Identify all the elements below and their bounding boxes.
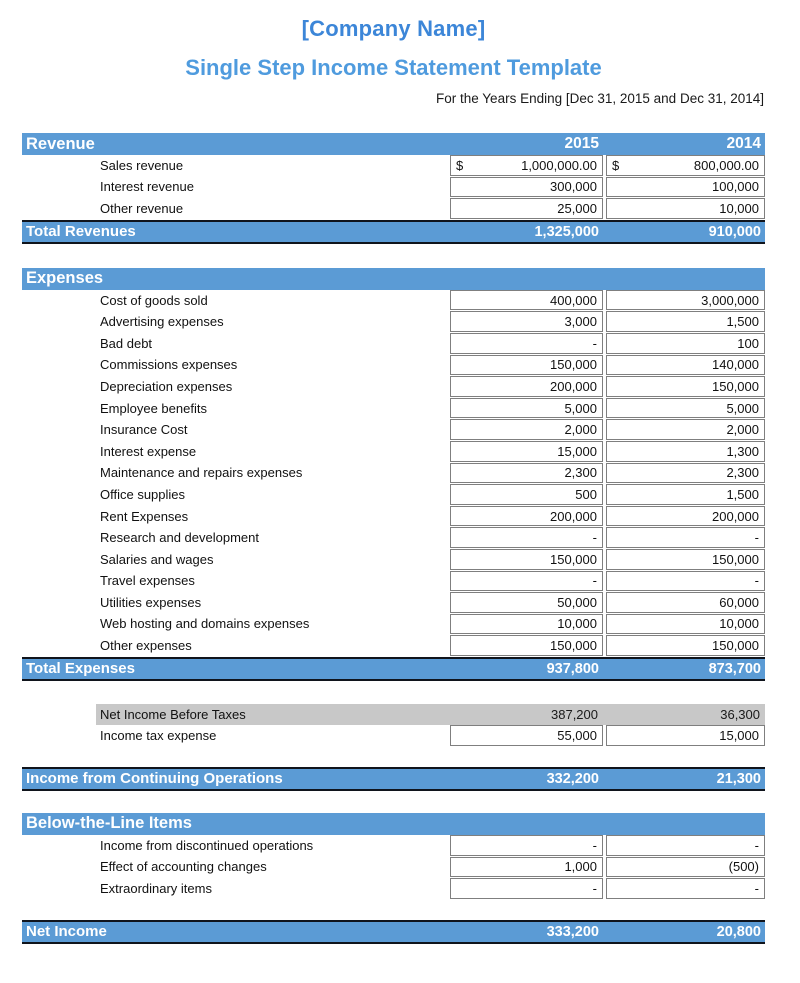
net-income-label: Net Income — [26, 923, 107, 941]
value-cell-2015[interactable] — [450, 419, 603, 440]
cell-value: - — [592, 335, 597, 351]
value-cell-2014[interactable] — [606, 177, 765, 198]
below-line-section-header — [22, 813, 765, 835]
value-cell-2015[interactable] — [450, 571, 603, 592]
line-item-label: Bad debt — [100, 335, 153, 351]
value-cell-2015[interactable] — [450, 311, 603, 332]
line-item-row — [22, 527, 765, 548]
cell-value: 55,000 — [557, 728, 597, 744]
line-item-row — [22, 198, 765, 219]
cell-value: 200,000 — [550, 508, 597, 524]
value-cell-2015[interactable] — [450, 635, 603, 656]
cell-value: - — [754, 573, 759, 589]
line-item-row — [22, 571, 765, 592]
line-item-label: Interest revenue — [100, 179, 194, 195]
value-cell-2014[interactable] — [606, 592, 765, 613]
revenue-rows — [22, 155, 765, 219]
line-item-row — [22, 419, 765, 440]
line-item-row — [22, 155, 765, 176]
cell-value: 2,300 — [564, 465, 597, 481]
line-item-label: Other expenses — [100, 638, 192, 654]
income-continuing-operations-2014: 21,300 — [716, 770, 761, 787]
cell-value: - — [754, 837, 759, 853]
cell-value: 400,000 — [550, 292, 597, 308]
value-cell-2014[interactable] — [606, 835, 765, 856]
line-item-label: Travel expenses — [100, 573, 195, 589]
line-item-row — [22, 376, 765, 397]
income-continuing-operations-2015: 332,200 — [546, 770, 599, 787]
value-cell-2015[interactable] — [450, 198, 603, 219]
below-line-rows — [22, 835, 765, 899]
net-income-before-taxes-2015: 387,200 — [551, 707, 598, 723]
cell-value: 200,000 — [550, 378, 597, 394]
total-revenues-bar — [22, 220, 765, 244]
line-item-label: Interest expense — [100, 443, 197, 459]
income-continuing-operations-bar — [22, 767, 765, 791]
cell-value: 1,000,000.00 — [521, 157, 597, 173]
value-cell-2015[interactable] — [450, 155, 603, 176]
cell-value: - — [592, 837, 597, 853]
net-income-before-taxes-label: Net Income Before Taxes — [100, 707, 246, 723]
line-item-row — [22, 355, 765, 376]
total-expenses-bar — [22, 657, 765, 681]
total-revenues-2015: 1,325,000 — [534, 223, 599, 240]
value-cell-2014[interactable] — [606, 290, 765, 311]
cell-value: 10,000 — [557, 616, 597, 632]
value-cell-2014[interactable] — [606, 376, 765, 397]
revenue-section-header — [22, 133, 765, 155]
total-revenues-2014: 910,000 — [708, 223, 761, 240]
line-item-label: Rent Expenses — [100, 508, 189, 524]
line-item-row — [22, 441, 765, 462]
line-item-row — [22, 835, 765, 856]
line-item-row — [22, 506, 765, 527]
line-item-label: Web hosting and domains expenses — [100, 616, 310, 632]
value-cell-2015[interactable] — [450, 506, 603, 527]
net-income-before-taxes-row — [96, 704, 765, 726]
expenses-section-header — [22, 268, 765, 290]
below-line-section-title: Below-the-Line Items — [26, 814, 192, 833]
cell-value: 5,000 — [726, 400, 759, 416]
expense-rows — [22, 290, 765, 656]
line-item-label: Extraordinary items — [100, 880, 212, 896]
cell-value: - — [754, 530, 759, 546]
cell-value: 3,000 — [564, 314, 597, 330]
cell-value: - — [592, 573, 597, 589]
line-item-label: Effect of accounting changes — [100, 859, 267, 875]
cell-value: 1,300 — [726, 443, 759, 459]
cell-value: 10,000 — [719, 200, 759, 216]
statement-table — [22, 133, 765, 944]
value-cell-2014[interactable] — [606, 506, 765, 527]
line-item-label: Advertising expenses — [100, 314, 224, 330]
net-income-2015: 333,200 — [546, 923, 599, 940]
value-cell-2015[interactable] — [450, 463, 603, 484]
value-cell-2014[interactable] — [606, 155, 765, 176]
line-item-label: Salaries and wages — [100, 551, 214, 567]
income-continuing-operations-label: Income from Continuing Operations — [26, 770, 283, 788]
value-cell-2015[interactable] — [450, 592, 603, 613]
revenue-section-title: Revenue — [26, 134, 95, 153]
cell-value: 50,000 — [557, 594, 597, 610]
value-cell-2015[interactable] — [450, 441, 603, 462]
cell-value: 150,000 — [712, 551, 759, 567]
line-item-row — [22, 398, 765, 419]
line-item-label: Utilities expenses — [100, 594, 202, 610]
cell-value: - — [754, 880, 759, 896]
total-expenses-2014: 873,700 — [708, 660, 761, 677]
line-item-label: Employee benefits — [100, 400, 207, 416]
cell-value: 100,000 — [712, 179, 759, 195]
net-income-before-taxes-2014: 36,300 — [720, 707, 760, 723]
value-cell-2015[interactable] — [450, 725, 603, 746]
line-item-row — [22, 857, 765, 878]
cell-value: 2,000 — [726, 422, 759, 438]
value-cell-2014[interactable] — [606, 571, 765, 592]
line-item-row — [22, 311, 765, 332]
value-cell-2014[interactable] — [606, 527, 765, 548]
value-cell-2015[interactable] — [450, 549, 603, 570]
value-cell-2015[interactable] — [450, 835, 603, 856]
line-item-label: Income from discontinued operations — [100, 837, 314, 853]
cell-value: 3,000,000 — [701, 292, 759, 308]
total-revenues-label: Total Revenues — [26, 223, 136, 241]
cell-value: 10,000 — [719, 616, 759, 632]
line-item-row — [22, 592, 765, 613]
value-cell-2014[interactable] — [606, 878, 765, 899]
line-item-label: Cost of goods sold — [100, 292, 208, 308]
income-tax-expense-row — [22, 725, 765, 746]
line-item-label: Research and development — [100, 530, 259, 546]
value-cell-2014[interactable] — [606, 311, 765, 332]
value-cell-2015[interactable] — [450, 878, 603, 899]
value-cell-2015[interactable] — [450, 290, 603, 311]
value-cell-2015[interactable] — [450, 177, 603, 198]
cell-value: 300,000 — [550, 179, 597, 195]
line-item-row — [22, 614, 765, 635]
value-cell-2015[interactable] — [450, 333, 603, 354]
line-item-label: Other revenue — [100, 200, 184, 216]
currency-symbol: $ — [456, 157, 464, 173]
value-cell-2015[interactable] — [450, 398, 603, 419]
cell-value: 150,000 — [712, 638, 759, 654]
value-cell-2015[interactable] — [450, 376, 603, 397]
year-header-2015: 2015 — [564, 135, 599, 152]
cell-value: 25,000 — [557, 200, 597, 216]
value-cell-2015[interactable] — [450, 355, 603, 376]
currency-symbol: $ — [612, 157, 620, 173]
cell-value: 200,000 — [712, 508, 759, 524]
line-item-row — [22, 177, 765, 198]
cell-value: 1,000 — [564, 859, 597, 875]
value-cell-2015[interactable] — [450, 484, 603, 505]
cell-value: - — [592, 530, 597, 546]
line-item-label: Insurance Cost — [100, 422, 188, 438]
value-cell-2014[interactable] — [606, 333, 765, 354]
line-item-row — [22, 549, 765, 570]
expenses-section-title: Expenses — [26, 269, 104, 288]
cell-value: 150,000 — [712, 378, 759, 394]
income-tax-expense-label: Income tax expense — [100, 728, 217, 744]
net-income-2014: 20,800 — [716, 923, 761, 940]
cell-value: (500) — [728, 859, 759, 875]
cell-value: 100 — [737, 335, 759, 351]
value-cell-2014[interactable] — [606, 484, 765, 505]
value-cell-2014[interactable] — [606, 355, 765, 376]
line-item-label: Commissions expenses — [100, 357, 238, 373]
total-expenses-label: Total Expenses — [26, 660, 135, 678]
line-item-row — [22, 333, 765, 354]
cell-value: 60,000 — [719, 594, 759, 610]
value-cell-2014[interactable] — [606, 419, 765, 440]
line-item-label: Sales revenue — [100, 157, 184, 173]
cell-value: 1,500 — [726, 486, 759, 502]
cell-value: 15,000 — [557, 443, 597, 459]
cell-value: 140,000 — [712, 357, 759, 373]
net-income-bar — [22, 920, 765, 944]
document-title: Single Step Income Statement Template — [185, 55, 602, 80]
cell-value: 150,000 — [550, 357, 597, 373]
value-cell-2014[interactable] — [606, 857, 765, 878]
cell-value: 15,000 — [719, 728, 759, 744]
cell-value: - — [592, 880, 597, 896]
value-cell-2015[interactable] — [450, 857, 603, 878]
line-item-row — [22, 290, 765, 311]
line-item-label: Depreciation expenses — [100, 378, 233, 394]
value-cell-2014[interactable] — [606, 198, 765, 219]
cell-value: 150,000 — [550, 551, 597, 567]
cell-value: 500 — [575, 486, 597, 502]
cell-value: 2,000 — [564, 422, 597, 438]
value-cell-2015[interactable] — [450, 527, 603, 548]
value-cell-2014[interactable] — [606, 725, 765, 746]
cell-value: 150,000 — [550, 638, 597, 654]
statement-content — [22, 16, 765, 944]
line-item-label: Maintenance and repairs expenses — [100, 465, 303, 481]
line-item-row — [22, 878, 765, 899]
value-cell-2014[interactable] — [606, 614, 765, 635]
line-item-row — [22, 484, 765, 505]
cell-value: 1,500 — [726, 314, 759, 330]
line-item-label: Office supplies — [100, 486, 186, 502]
company-name-placeholder[interactable]: [Company Name] — [301, 16, 486, 41]
value-cell-2014[interactable] — [606, 398, 765, 419]
period-line: For the Years Ending [Dec 31, 2015 and Dec 31, 2014] — [436, 91, 764, 106]
year-header-2014: 2014 — [726, 135, 761, 152]
value-cell-2014[interactable] — [606, 463, 765, 484]
value-cell-2014[interactable] — [606, 635, 765, 656]
cell-value: 2,300 — [726, 465, 759, 481]
value-cell-2014[interactable] — [606, 549, 765, 570]
total-expenses-2015: 937,800 — [546, 660, 599, 677]
line-item-row — [22, 463, 765, 484]
value-cell-2015[interactable] — [450, 614, 603, 635]
cell-value: 5,000 — [564, 400, 597, 416]
line-item-row — [22, 635, 765, 656]
cell-value: 800,000.00 — [693, 157, 759, 173]
value-cell-2014[interactable] — [606, 441, 765, 462]
